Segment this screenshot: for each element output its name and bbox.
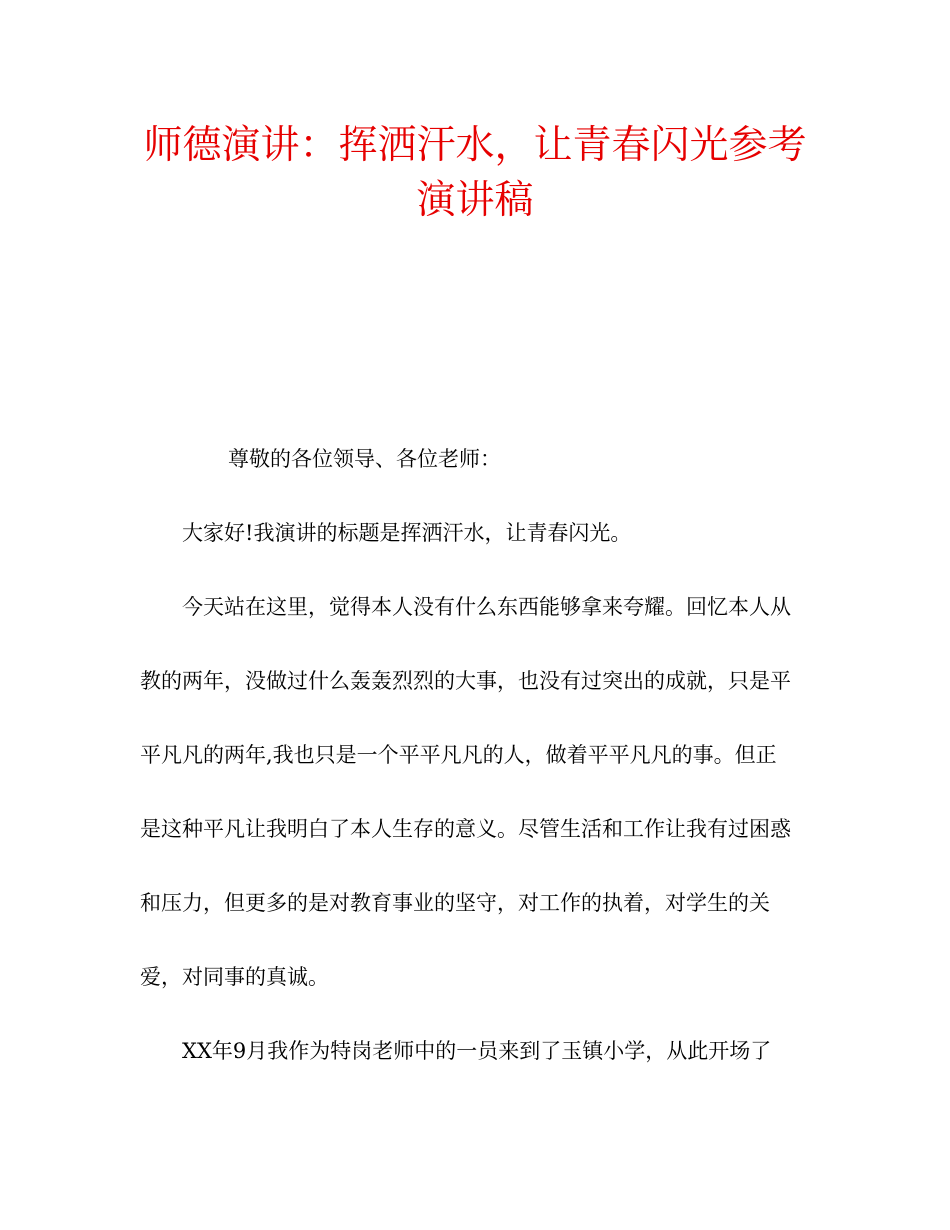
paragraph-reflection: 今天站在这里，觉得本人没有什么东西能够拿来夸耀。回忆本人从教的两年，没做过什么轰轰烈烈的大事，也没有过突出的成就，只是平平凡凡的两年,我也只是一个平平凡凡的人，做着平平凡凡的事。但正是这种平凡让我明白了本人生存的意义。尽管生活和工作让我有过困惑和压力，但更多的是对教育事业的坚守，对工作的执着，对学生的关爱，对同事的真诚。 <box>140 595 791 989</box>
paragraph-greeting: 大家好!我演讲的标题是挥洒汗水，让青春闪光。 <box>182 521 632 545</box>
paragraph-salutation: 尊敬的各位领导、各位老师： <box>228 447 501 471</box>
document-title: 师德演讲：挥洒汗水，让青春闪光参考演讲稿 <box>143 123 807 223</box>
paragraph-beginning: XX年9月我作为特岗老师中的一员来到了玉镇小学，从此开场了 <box>182 1039 772 1063</box>
document-body <box>140 440 795 1106</box>
